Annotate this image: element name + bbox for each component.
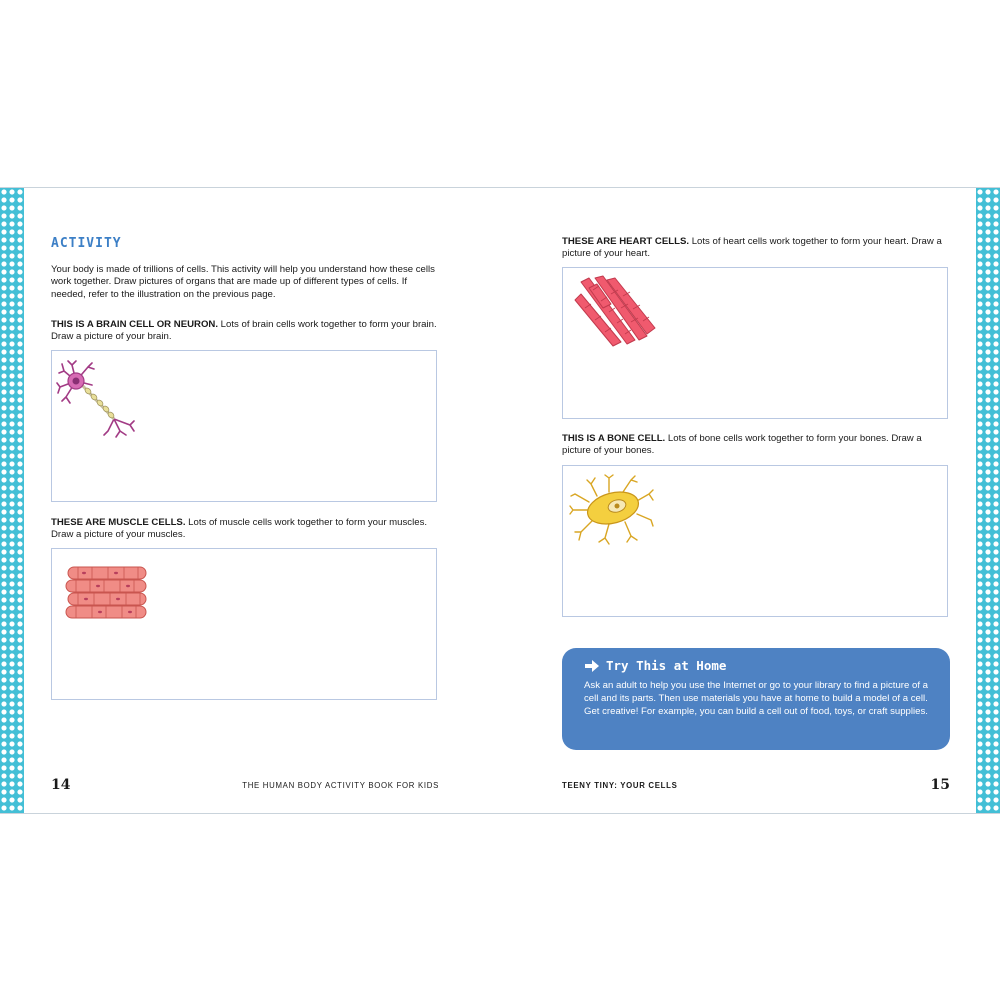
page-number-left: 14 — [51, 777, 71, 793]
brain-prompt — [51, 319, 439, 344]
muscle-prompt-bold: THESE ARE MUSCLE CELLS. — [51, 517, 186, 528]
bone-prompt-text: Lots of bone cells work together to form your bones. Draw a picture of your bones. — [562, 433, 922, 457]
book-spread — [0, 187, 1000, 814]
brain-drawing-box[interactable] — [51, 350, 437, 502]
bone-drawing-box[interactable] — [562, 465, 948, 617]
try-this-at-home-callout — [562, 648, 950, 750]
brain-prompt-bold: THIS IS A BRAIN CELL OR NEURON. — [51, 319, 219, 330]
heart-drawing-box[interactable] — [562, 267, 948, 419]
right-page — [562, 188, 950, 813]
left-dotted-border — [0, 188, 24, 813]
heart-prompt-bold: THESE ARE HEART CELLS. — [562, 236, 690, 247]
callout-title: Try This at Home — [606, 658, 727, 673]
muscle-cells-icon — [64, 565, 150, 625]
bone-cell-icon — [569, 474, 655, 546]
running-title-right: TEENY TINY: YOUR CELLS — [562, 781, 678, 790]
heart-cells-icon — [571, 274, 661, 352]
left-page — [51, 188, 439, 813]
muscle-prompt — [51, 517, 439, 542]
callout-body: Ask an adult to help you use the Internet or go to your library to find a picture of a cell and its parts. Then use materials you have at home to build a model of a cell. Get creative! For example, you can build a cell out of food, toys, or craft supplies. — [584, 680, 928, 717]
muscle-drawing-box[interactable] — [51, 548, 437, 700]
bone-prompt — [562, 433, 950, 458]
brain-prompt-text: Lots of brain cells work together to form your brain. Draw a picture of your brain. — [51, 319, 437, 343]
page-number-right: 15 — [930, 777, 950, 793]
heart-prompt — [562, 236, 950, 261]
callout-title-row — [584, 658, 930, 673]
heart-prompt-text: Lots of heart cells work together to form your heart. Draw a picture of your heart. — [562, 236, 942, 260]
arrow-right-icon — [584, 659, 600, 673]
muscle-prompt-text: Lots of muscle cells work together to form your muscles. Draw a picture of your muscles. — [51, 517, 428, 541]
running-title-left: THE HUMAN BODY ACTIVITY BOOK FOR KIDS — [242, 781, 439, 790]
neuron-icon — [56, 359, 138, 441]
activity-title: ACTIVITY — [51, 236, 122, 251]
bone-prompt-bold: THIS IS A BONE CELL. — [562, 433, 666, 444]
activity-intro: Your body is made of trillions of cells. This activity will help you understand how these cells work together. Draw pictures of organs that are made up of different types of cells. If needed, refer to the illustration on the previous page. — [51, 264, 435, 300]
right-dotted-border — [976, 188, 1000, 813]
